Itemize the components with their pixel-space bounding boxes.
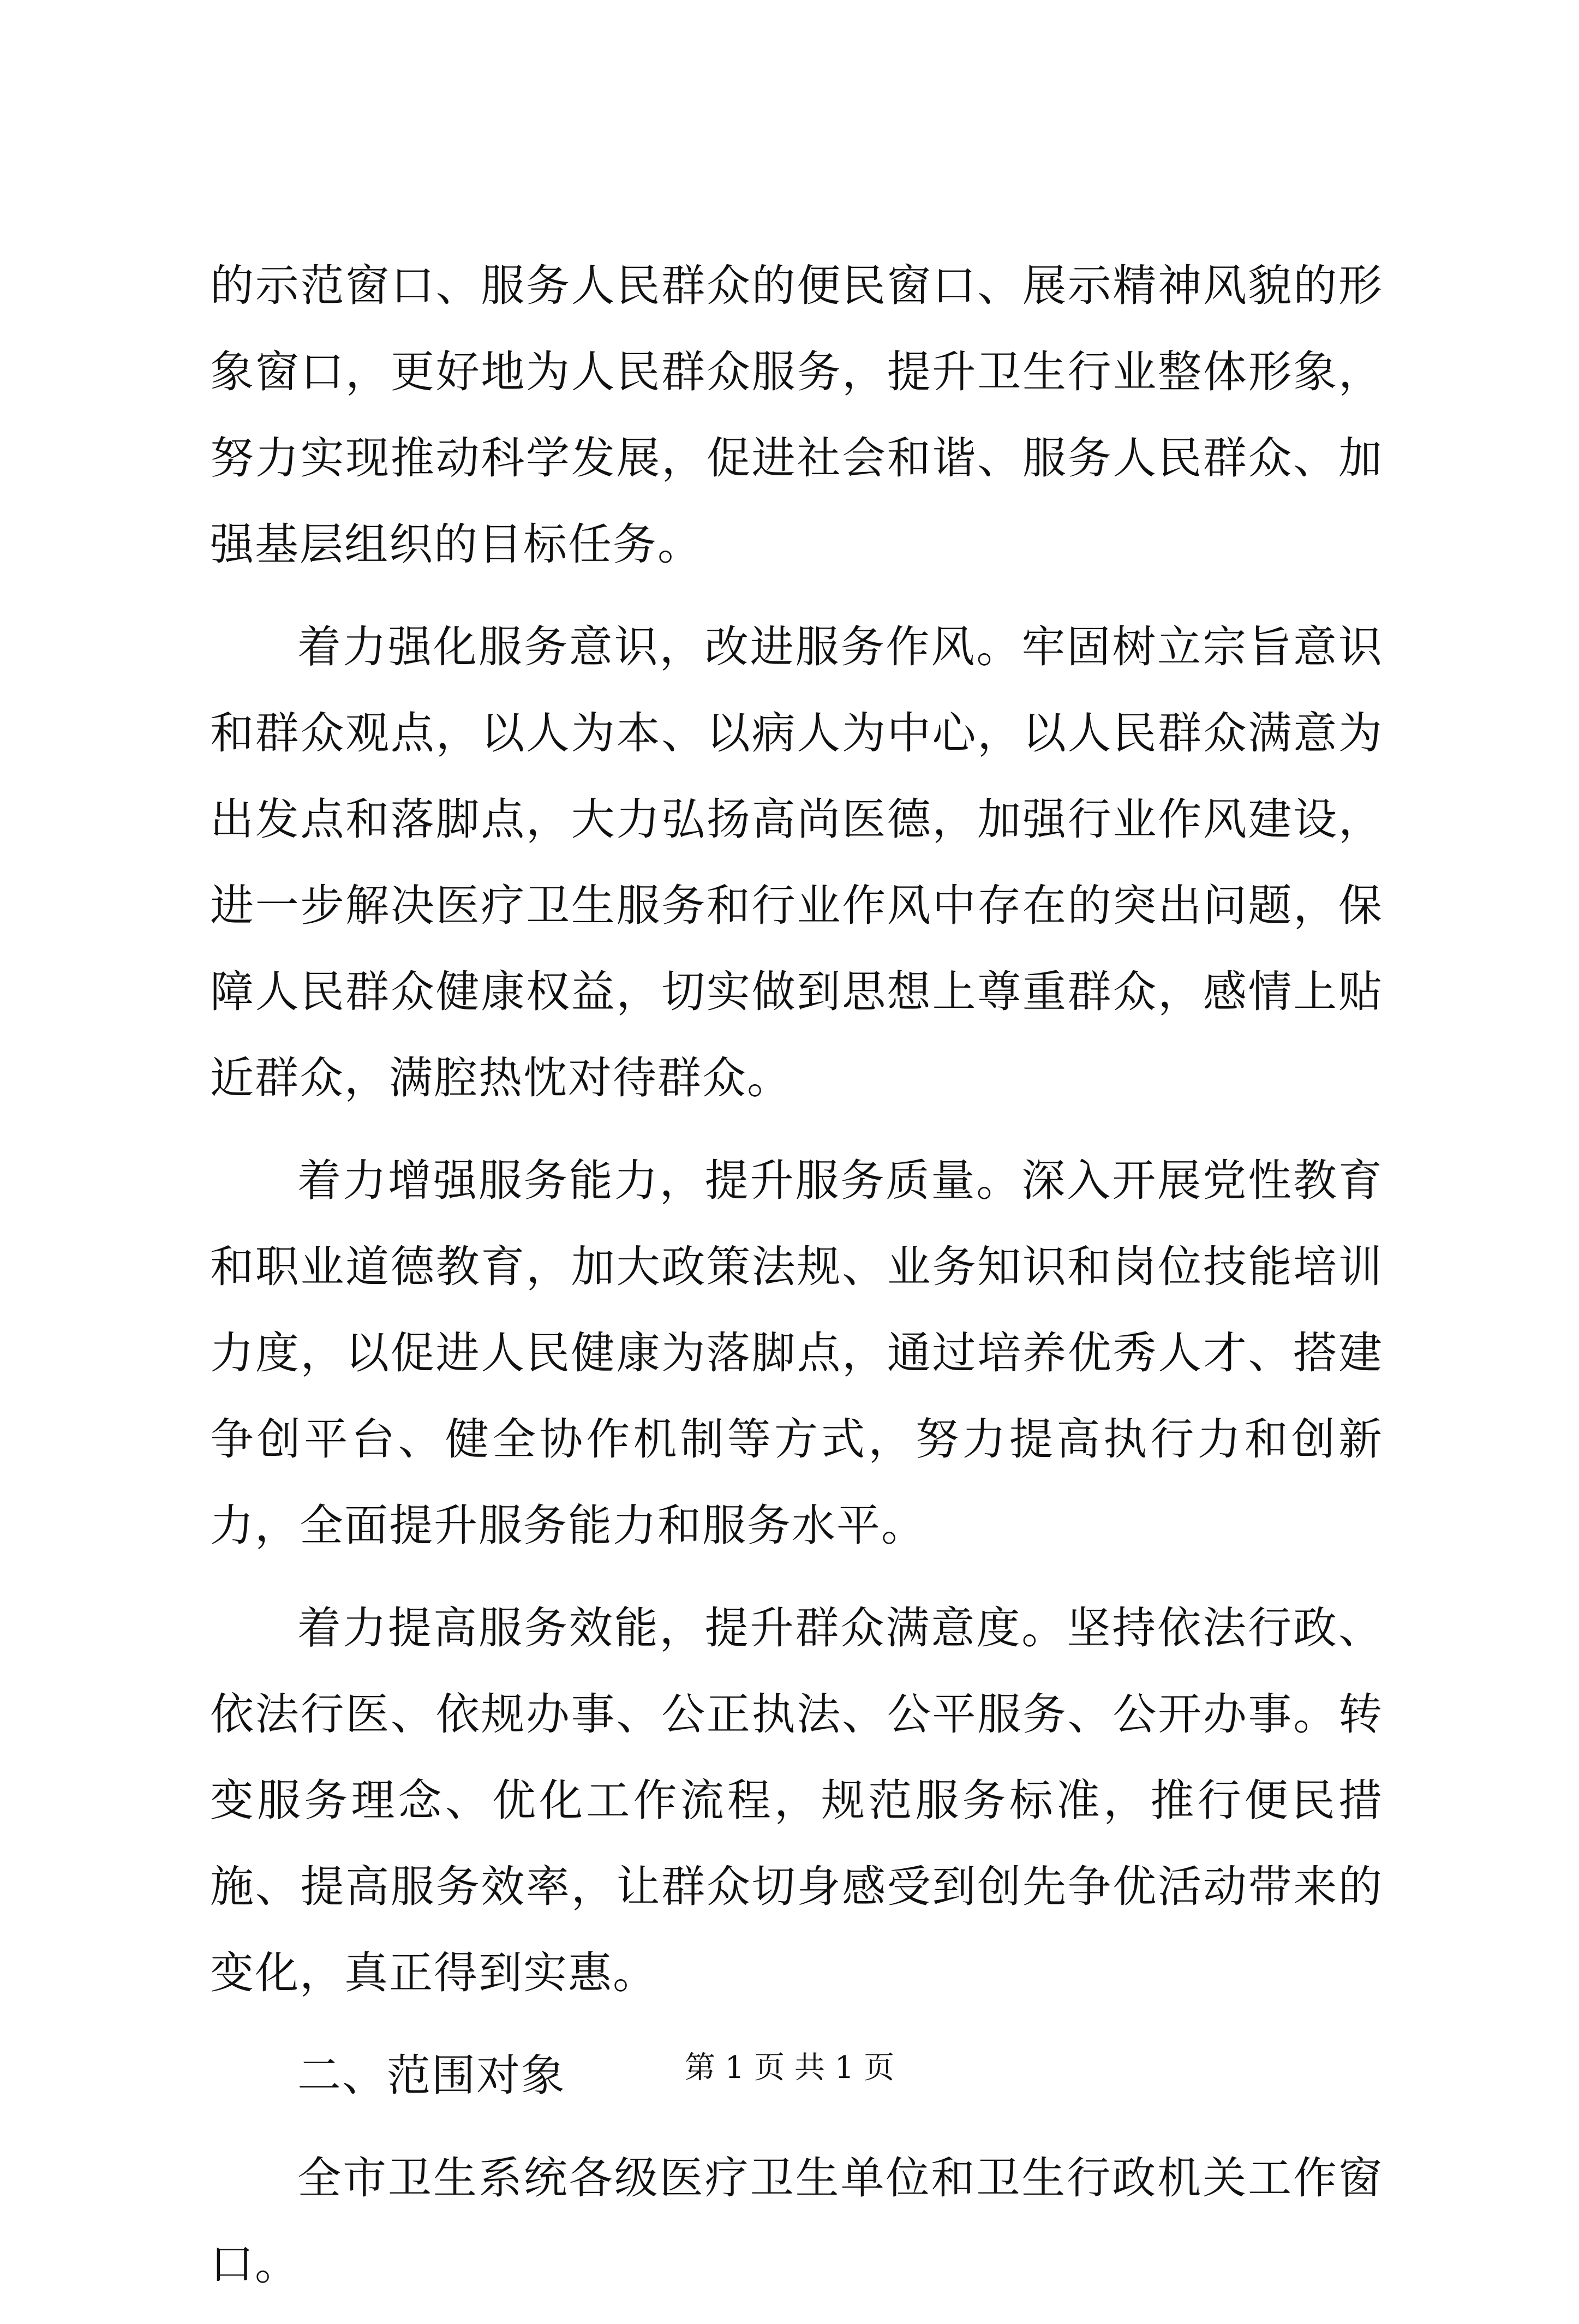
page-number-label: 第 1 页 共 1 页 bbox=[684, 2050, 895, 2086]
paragraph-3: 着力增强服务能力，提升服务质量。深入开展党性教育和职业道德教育，加大政策法规、业务知识和岗位技能培训力度，以促进人民健康为落脚点，通过培养优秀人才、搭建争创平台、健全协作机制等方式，努力提高执行力和创新力，全面提升服务能力和服务水平。 bbox=[210, 1155, 1383, 1551]
paragraph-5: 全市卫生系统各级医疗卫生单位和卫生行政机关工作窗口。 bbox=[210, 2153, 1383, 2290]
paragraph-4: 着力提高服务效能，提升群众满意度。坚持依法行政、依法行医、依规办事、公正执法、公平服务、公开办事。转变服务理念、优化工作流程，规范服务标准，推行便民措施、提高服务效率，让群众切身感受到创先争优活动带来的变化，真正得到实惠。 bbox=[210, 1603, 1383, 1998]
document-body bbox=[210, 243, 1383, 2324]
paragraph-1: 的示范窗口、服务人民群众的便民窗口、展示精神风貌的形象窗口，更好地为人民群众服务，提升卫生行业整体形象，努力实现推动科学发展，促进社会和谐、服务人民群众、加强基层组织的目标任务。 bbox=[210, 260, 1383, 570]
paragraph-2: 着力强化服务意识，改进服务作风。牢固树立宗旨意识和群众观点，以人为本、以病人为中心，以人民群众满意为出发点和落脚点，大力弘扬高尚医德，加强行业作风建设，进一步解决医疗卫生服务和行业作风中存在的突出问题，保障人民群众健康权益，切实做到思想上尊重群众，感情上贴近群众，满腔热忱对待群众。 bbox=[210, 622, 1383, 1103]
page-footer bbox=[0, 2049, 1579, 2087]
section-heading: 二、范围对象 bbox=[297, 2050, 566, 2101]
